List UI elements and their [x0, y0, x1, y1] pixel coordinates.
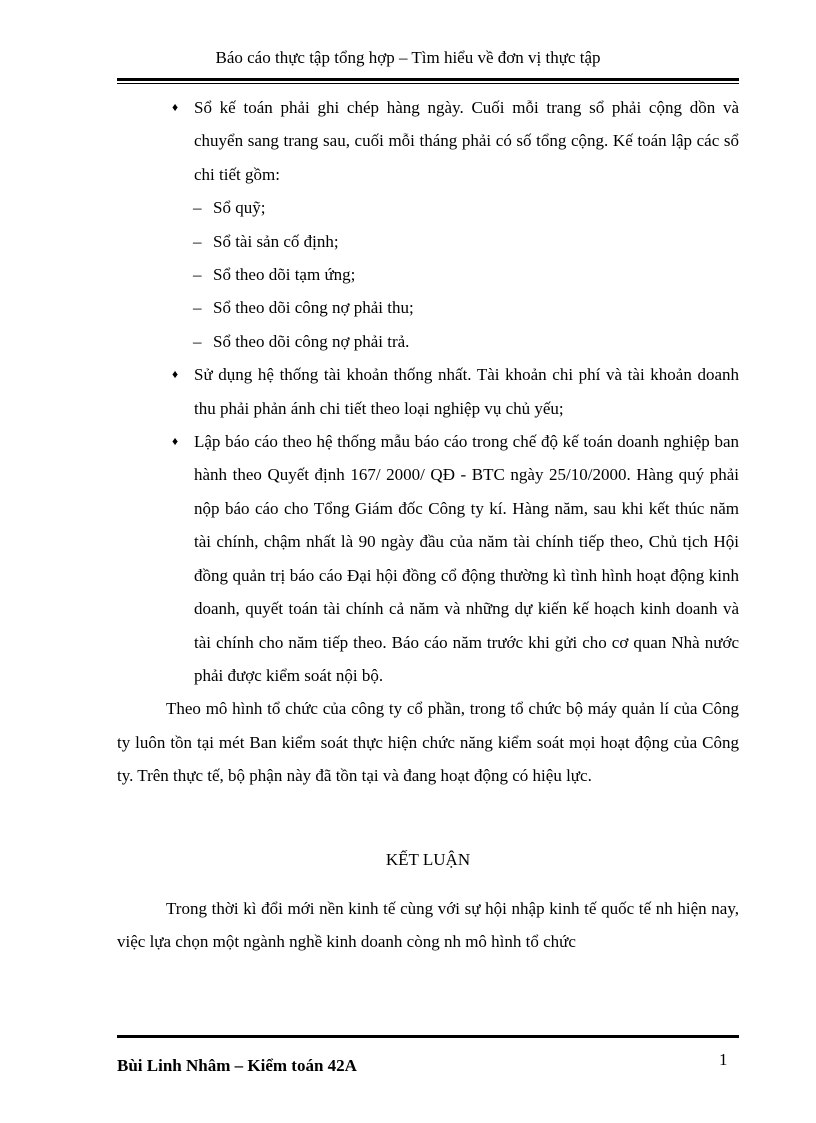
diamond-bullet-icon: ♦ — [172, 367, 179, 382]
dash-icon: – — [193, 331, 202, 351]
bullet-text: Sổ kế toán phải ghi chép hàng ngày. Cuối mỗi trang sổ phải cộng dồn và chuyển sang trang sau, cuối mỗi tháng phải có số tổng cộng. Kế toán lập các sổ chi tiết gồm: — [194, 98, 739, 184]
bullet-text: Lập báo cáo theo hệ thống mẫu báo cáo trong chế độ kế toán doanh nghiệp ban hành theo Quyết định 167/ 2000/ QĐ - BTC ngày 25/10/2000. Hàng quý phải nộp báo cáo cho Tổng Giám đốc Công ty kí. Hàng năm, sau khi kết thúc năm tài chính, chậm nhất là 90 ngày đầu của năm tài chính tiếp theo, Chủ tịch Hội đồng quản trị báo cáo Đại hội đồng cổ động thường kì tình hình hoạt động kinh doanh, quyết toán tài chính cả năm và những dự kiến kế hoạch kinh doanh và tài chính cho năm tiếp theo. Báo cáo năm trước khi gửi cho cơ quan Nhà nước phải được kiểm soát nội bộ. — [194, 432, 739, 685]
spacer — [117, 793, 739, 843]
section-heading: KẾT LUẬN — [385, 849, 471, 869]
diamond-bullet-icon: ♦ — [172, 100, 179, 114]
dash-icon: – — [193, 198, 202, 218]
dash-icon: – — [193, 298, 202, 318]
document-body — [117, 91, 739, 959]
body-paragraph: Trong thời kì đổi mới nền kinh tế cùng với sự hội nhập kinh tế quốc tế nh hiện nay, việc lựa chọn một ngành nghề kinh doanh còng nh mô hình tổ chức — [117, 898, 739, 952]
sub-list-item — [117, 291, 739, 324]
sub-list-item — [117, 225, 739, 258]
sub-list-text: Sổ tài sản cố định; — [213, 231, 339, 251]
bullet-item — [117, 91, 739, 191]
footer-rule — [117, 1035, 739, 1038]
spacer — [117, 876, 739, 892]
page-number: 1 — [719, 1050, 728, 1069]
sub-list-text: Sổ quỹ; — [213, 198, 266, 218]
bullet-text: Sử dụng hệ thống tài khoản thống nhất. Tài khoản chi phí và tài khoản doanh thu phải phản ánh chi tiết theo loại nghiệp vụ chủ yếu; — [194, 365, 739, 418]
bullet-item — [117, 425, 739, 692]
dash-icon: – — [193, 265, 202, 285]
diamond-bullet-icon: ♦ — [172, 434, 179, 449]
running-header: Báo cáo thực tập tổng hợp – Tìm hiểu về đơn vị thực tập — [215, 48, 601, 67]
sub-list-item — [117, 191, 739, 224]
sub-list-text: Sổ theo dõi tạm ứng; — [213, 265, 356, 285]
header-rule-thick — [117, 78, 739, 81]
sub-list-text: Sổ theo dõi công nợ phải thu; — [213, 298, 414, 318]
header-rule-thin — [117, 83, 739, 84]
sub-list-item — [117, 325, 739, 358]
sub-list-text: Sổ theo dõi công nợ phải trả. — [213, 331, 410, 351]
dash-icon: – — [193, 231, 202, 251]
footer-author: Bùi Linh Nhâm – Kiểm toán 42A — [117, 1056, 357, 1075]
body-paragraph: Theo mô hình tổ chức của công ty cổ phần, trong tổ chức bộ máy quản lí của Công ty luôn tồn tại mét Ban kiểm soát thực hiện chức năng kiểm soát mọi hoạt động của Công ty. Trên thực tế, bộ phận này đã tồn tại và đang hoạt động có hiệu lực. — [117, 699, 739, 786]
sub-list-item — [117, 258, 739, 291]
bullet-item — [117, 358, 739, 425]
